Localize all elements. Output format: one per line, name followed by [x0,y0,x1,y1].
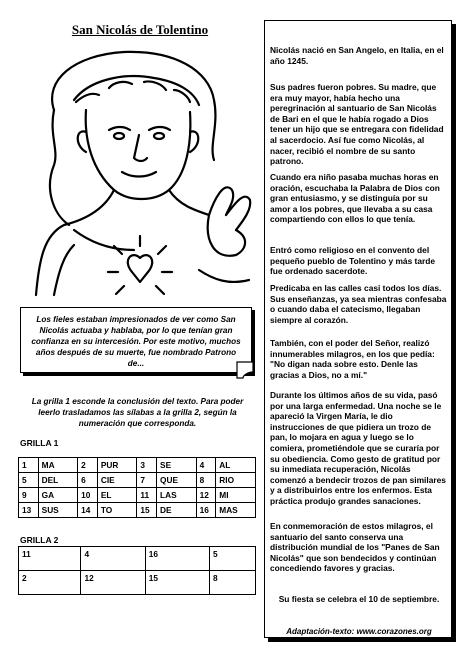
grid1-number: 9 [19,488,39,503]
grid2-cell[interactable]: 16 [145,547,209,571]
grid1-syllable: PUR [97,458,137,473]
grid1-syllable: DEL [38,473,78,488]
grid1-number: 2 [78,458,98,473]
grid2-cell[interactable]: 12 [81,571,145,595]
grid1-row [19,503,256,518]
grid1-syllable: MI [216,488,256,503]
paragraph-parents: Sus padres fueron pobres. Su madre, que era muy mayor, había hecho una peregrinación al santuario de San Nicolás de Bari en el que le había rogado a Dios tener un hijo que se entregara con fidelidad al sacerdocio. Así fue como Nicolás, al nacer, recibió el nombre de su santo patrono. [270,82,444,167]
grid2-cell[interactable]: 15 [145,571,209,595]
instructions: La grilla 1 esconde la conclusión del texto. Para poder leerlo trasladamos las sílabas a la grilla 2, según la numeración que corresponda. [31,397,244,428]
note-box: Los fieles estaban impresionados de ver como San Nicolás actuaba y hablaba, por lo que tenían gran confianza en su intercesión. Por este motivo, muchos años después de su muerte, fue nombrado Patrono de... [20,307,252,373]
page-title: San Nicolás de Tolentino [71,22,209,37]
grid2-cell[interactable]: 8 [209,571,255,595]
grid2-cell[interactable]: 4 [81,547,145,571]
grid1-syllable: MA [38,458,78,473]
paragraph-bread: En conmemoración de estos milagros, el santuario del santo conserva una distribución mundial de los "Panes de San Nicolás" que son bendecidos y continúan concediendo favores y gracias. [270,521,440,574]
paragraph-illness: Durante los últimos años de su vida, pasó por una larga enfermedad. Una noche se le apareció la Virgen María, le dio instrucciones de que pidiera un trozo de pan, lo mojara en agua y luego se lo comiera, prometiéndole que se curaría por su obediencia. Como gesto de gratitud por su inmediata recuperación, Nicolás comenzó a bendecir trozos de pan similares y a distribuirlos entre los enfermos. Esta práctica produjo grandes sanaciones. [270,390,446,506]
grid2-cell[interactable]: 5 [209,547,255,571]
grid1-number: 10 [78,488,98,503]
grid1-number: 8 [196,473,216,488]
grid2-row [19,547,256,571]
saint-illustration [14,40,264,300]
grid1-row [19,473,256,488]
grid1-label: GRILLA 1 [20,438,59,448]
grid2-cell[interactable]: 11 [19,547,81,571]
paragraph-childhood: Cuando era niño pasaba muchas horas en oración, escuchaba la Palabra de Dios con gran entusiasmo, y se distinguía por su amor a los pobres, que llevaba a su casa compartiendo con ellos lo que tenía. [270,172,440,225]
grid1-syllable: LAS [157,488,197,503]
paragraph-preaching: Predicaba en las calles casi todos los días. Sus enseñanzas, ya sea mientras confesaba o cuando daba el catecismo, llegaban siempre al corazón. [270,283,447,325]
paragraph-birth: Nicolás nació en San Angelo, en Italia, en el año 1245. [270,45,444,66]
grid1-number: 3 [137,458,157,473]
grid1-number: 5 [19,473,39,488]
grid1-syllable: SUS [38,503,78,518]
paragraph-religious: Entró como religioso en el convento del pequeño pueblo de Tolentino y más tarde fue ordenado sacerdote. [270,245,436,277]
grid1-syllable: DE [157,503,197,518]
grid1-row [19,488,256,503]
grid1-table [18,457,256,518]
grid2-label: GRILLA 2 [20,535,59,545]
grid2-table [18,546,256,595]
grid1-syllable: CIE [97,473,137,488]
page-curl-icon [235,360,257,380]
grid1-number: 1 [19,458,39,473]
grid1-number: 12 [196,488,216,503]
grid1-number: 11 [137,488,157,503]
grid1-number: 16 [196,503,216,518]
grid1-number: 13 [19,503,39,518]
grid1-syllable: EL [97,488,137,503]
grid1-number: 6 [78,473,98,488]
grid1-syllable: MAS [216,503,256,518]
grid1-syllable: TO [97,503,137,518]
paragraph-feast: Su fiesta se celebra el 10 de septiembre. [278,594,440,604]
grid1-number: 14 [78,503,98,518]
grid1-syllable: SE [157,458,197,473]
grid1-syllable: GA [38,488,78,503]
grid1-syllable: RIO [216,473,256,488]
grid2-row [19,571,256,595]
grid1-row [19,458,256,473]
credit-text: Adaptación-texto: www.corazones.org [286,627,432,636]
grid1-number: 7 [137,473,157,488]
grid1-number: 15 [137,503,157,518]
grid1-syllable: QUE [157,473,197,488]
grid2-cell[interactable]: 2 [19,571,81,595]
paragraph-miracles: También, con el poder del Señor, realizó innumerables milagros, en los que pedía: "No digan nada sobre esto. Denle las gracias a Dios, no a mí." [270,338,435,380]
grid1-number: 4 [196,458,216,473]
grid1-syllable: AL [216,458,256,473]
